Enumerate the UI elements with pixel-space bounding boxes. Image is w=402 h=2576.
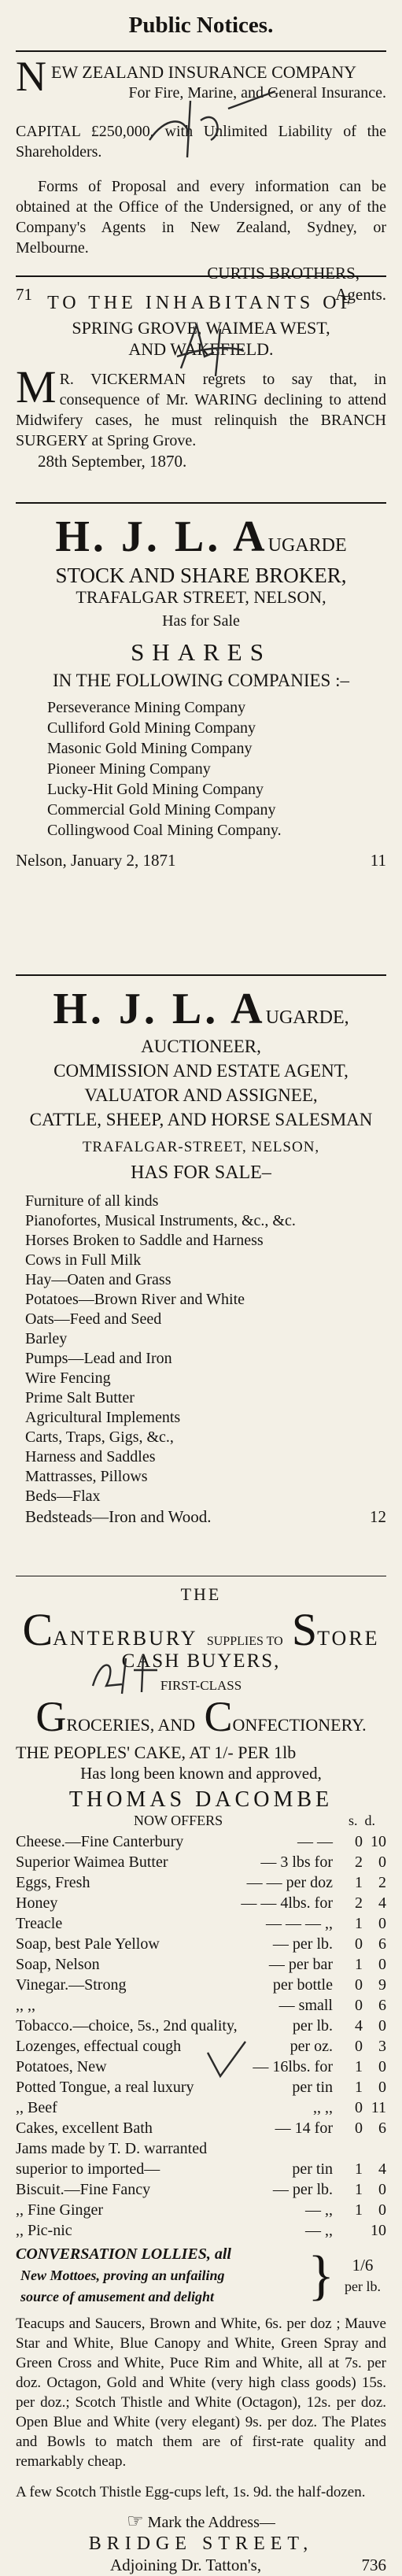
price-pence: 6	[378, 2120, 386, 2137]
broker-footer	[16, 850, 386, 871]
price-pence: 6	[378, 1935, 386, 1953]
price-unit: — ,,	[305, 2222, 333, 2239]
price-item-name: Cakes, excellent Bath	[16, 2120, 153, 2137]
sale-item: Prime Salt Butter	[25, 1389, 135, 1406]
auction-last	[16, 1506, 386, 1528]
price-pence: 2	[378, 1874, 386, 1891]
price-item-name: Jams made by T. D. warranted	[16, 2140, 208, 2157]
notice-ref: 736	[361, 2556, 386, 2574]
now-offers: NOW OFFERS	[134, 1813, 223, 1828]
price-pence: 0	[378, 2017, 386, 2035]
price-shillings: 0	[355, 1976, 363, 1994]
broker-title: STOCK AND SHARE BROKER,	[55, 564, 347, 587]
price-unit: — per lb.	[272, 1935, 333, 1953]
price-unit: per tin	[292, 2160, 333, 2178]
col-d: d.	[364, 1813, 375, 1828]
price-unit: — —	[297, 1833, 333, 1850]
price-pence: 9	[378, 1976, 386, 1994]
price-row	[16, 1954, 386, 1975]
broker-notice	[16, 512, 386, 871]
price-unit: — — — ,,	[266, 1915, 333, 1932]
lollies-line: New Mottoes, proving an unfailing	[20, 2267, 225, 2283]
price-list	[16, 1831, 386, 2241]
auctioneer-surname: UGARDE,	[265, 1007, 349, 1028]
price-row	[16, 1852, 386, 1872]
price-shillings: 1	[355, 2181, 363, 2198]
price-item-name: ,, Fine Ginger	[16, 2201, 104, 2219]
sale-item: Beds—Flax	[25, 1488, 101, 1505]
drop-cap: G	[35, 1693, 67, 1740]
sale-items	[16, 1192, 386, 1506]
auctioneer-initials: H. J. L. A	[53, 985, 266, 1033]
price-item-name: Cheese.—Fine Canterbury	[16, 1833, 184, 1850]
price-pence: 0	[378, 2181, 386, 2198]
price-pence: 4	[378, 1894, 386, 1912]
broker-has-for-sale: Has for Sale	[162, 612, 240, 630]
price-unit: — per lb.	[272, 2181, 333, 2198]
divider	[16, 502, 386, 504]
price-row	[16, 2036, 386, 2057]
price-item-name: Treacle	[16, 1915, 63, 1932]
divider	[16, 50, 386, 52]
company-item: Perseverance Mining Company	[47, 699, 246, 716]
broker-initials: H. J. L. A	[55, 512, 268, 561]
surgery-place: SPRING GROVE, WAIMEA WEST,	[72, 318, 330, 338]
store-word: ONFECTIONERY.	[232, 1715, 367, 1735]
price-unit: per lb.	[292, 2017, 333, 2035]
insurance-body: Forms of Proposal and every information can be obtained at the Office of the Undersigned, or any of the Company's Agents in New Zealand, Sydney, or Melbourne.	[16, 178, 386, 257]
price-unit: per oz.	[290, 2038, 333, 2055]
price-row	[16, 1831, 386, 1852]
price-pence: 4	[378, 2160, 386, 2178]
price-shillings	[341, 2220, 363, 2241]
teacups-text: Teacups and Saucers, Brown and White, 6s. per doz ; Mauve Star and White, Blue Canopy and White, Green Spray and Green Cross and White, Puce Rim and White, all at 7s. per doz. Octagon, Gold and White (very high class goods) 15s. per doz.; Scotch Thistle and White (Octagon), 12s. per doz. Open Blue and White (very elegant) 9s. per doz. The Plates and Bowls to match them are of first-rate quality and remarkably cheap.	[16, 2315, 386, 2470]
sale-item: Potatoes—Brown River and White	[25, 1291, 245, 1308]
auctioneer-notice	[16, 984, 386, 1528]
sale-item: Wire Fencing	[25, 1369, 111, 1387]
sale-item: Carts, Traps, Gigs, &c.,	[25, 1428, 174, 1446]
price-unit: — — per doz	[246, 1874, 333, 1891]
price-item-name: Soap, Nelson	[16, 1956, 100, 1973]
drop-cap: M	[16, 361, 57, 412]
store-the: THE	[180, 1584, 222, 1604]
notice-ref: 71	[16, 285, 32, 304]
price-pence: 0	[378, 2201, 386, 2219]
known-approved: Has long been known and approved,	[80, 1764, 322, 1783]
cash-buyers: CASH BUYERS,	[121, 1650, 281, 1672]
surgery-date: 28th September, 1870.	[38, 452, 187, 471]
price-row	[16, 2057, 386, 2077]
price-row	[16, 2220, 386, 2241]
auctioneer-titles	[16, 1034, 386, 1132]
price-pence: 10	[371, 2222, 386, 2239]
page-title: Public Notices.	[128, 13, 274, 38]
price-pence: 0	[378, 1915, 386, 1932]
lollies: CONVERSATION LOLLIES, all New Mottoes, proving an unfailing source of amusement and delight } 1/6 per lb.	[16, 2244, 386, 2308]
price-item-name: ,, Beef	[16, 2099, 57, 2116]
price-unit: — 3 lbs for	[260, 1853, 333, 1871]
groceries-line	[16, 1693, 386, 1740]
price-row	[16, 1975, 386, 1995]
mark-address	[16, 2511, 386, 2533]
store-word: ROCERIES, AND	[66, 1715, 196, 1735]
sale-item: Mattrasses, Pillows	[25, 1468, 148, 1485]
price-shillings: 4	[355, 2017, 363, 2035]
price-item-name: Potatoes, New	[16, 2058, 107, 2075]
price-row	[16, 2097, 386, 2118]
price-shillings: 1	[355, 2201, 363, 2219]
price-item-name: Lozenges, effectual cough	[16, 2038, 182, 2055]
company-list	[16, 697, 386, 841]
handwritten-mark	[142, 85, 283, 164]
handwritten-mark	[165, 313, 252, 384]
price-pence: 11	[371, 2099, 386, 2116]
price-row	[16, 1893, 386, 1913]
price-shillings: 0	[355, 2099, 363, 2116]
peoples-cake: THE PEOPLES' CAKE, AT 1/- PER 1lb	[16, 1743, 297, 1762]
sale-item: Bedsteads—Iron and Wood.	[25, 1507, 212, 1526]
agent-role: Agents.	[335, 285, 386, 304]
sale-item: Oats—Feed and Seed	[25, 1310, 162, 1328]
handwritten-tick	[203, 2037, 250, 2084]
price-shillings: 0	[355, 1997, 363, 2014]
surgery-text: R. VICKERMAN regrets to say that, in consequence of Mr. WARING declining to attend Midwifery cases, he must relinquish the BRANCH SURGERY at Spring Grove.	[16, 371, 386, 449]
company-name: EW ZEALAND INSURANCE COMPANY	[51, 62, 357, 82]
price-item-name: Honey	[16, 1894, 58, 1912]
lollies-line: source of amusement and delight	[20, 2289, 215, 2304]
sale-item: Agricultural Implements	[25, 1409, 181, 1426]
auctioneer-address: TRAFALGAR-STREET, NELSON,	[82, 1139, 320, 1155]
price-pence: 10	[371, 1833, 386, 1850]
store-word: ANTERBURY	[53, 1627, 198, 1650]
store-supplies: SUPPLIES TO	[206, 1635, 283, 1648]
price-shillings: 1	[355, 1956, 363, 1973]
divider	[16, 974, 386, 976]
price-item-name: Vinegar.—Strong	[16, 1976, 127, 1994]
lollies-price: 1/6	[352, 2255, 374, 2275]
price-shillings: 0	[355, 2120, 363, 2137]
broker-date: Nelson, January 2, 1871	[16, 851, 176, 870]
hand-pointer-icon: ☞	[127, 2511, 144, 2532]
price-unit: — 14 for	[275, 2120, 333, 2137]
price-item-name: Soap, best Pale Yellow	[16, 1935, 160, 1953]
broker-following: IN THE FOLLOWING COMPANIES :–	[53, 671, 349, 690]
company-item: Pioneer Mining Company	[47, 760, 211, 778]
sale-item: Pumps—Lead and Iron	[25, 1350, 172, 1367]
surgery-and-line: AND WAKEFIELD.	[128, 339, 274, 359]
price-unit: — 16lbs. for	[253, 2058, 333, 2075]
price-shillings: 0	[355, 1833, 363, 1850]
price-shillings: 1	[355, 2058, 363, 2075]
price-unit: per tin	[292, 2079, 333, 2096]
price-pence: 0	[378, 1956, 386, 1973]
price-unit: — — 4lbs. for	[241, 1894, 333, 1912]
price-shillings: 1	[355, 2160, 363, 2178]
sale-item: Horses Broken to Saddle and Harness	[25, 1232, 264, 1249]
price-pence: 6	[378, 1997, 386, 2014]
price-item-name: ,, ,,	[16, 1997, 35, 2014]
price-shillings: 1	[355, 1915, 363, 1932]
broker-name	[16, 512, 386, 562]
surgery-to-line: TO THE INHABITANTS OF	[47, 293, 355, 313]
price-item-name: Superior Waimea Butter	[16, 1853, 168, 1871]
first-class: FIRST-CLASS	[160, 1678, 242, 1693]
proprietor: THOMAS DACOMBE	[68, 1787, 334, 1812]
store-word: TORE	[317, 1627, 380, 1650]
auctioneer-title: COMMISSION AND ESTATE AGENT,	[53, 1061, 349, 1081]
mark-address-text: Mark the Address—	[147, 2514, 275, 2531]
price-row	[16, 2138, 386, 2159]
price-unit: — ,,	[305, 2201, 333, 2219]
price-row	[16, 2179, 386, 2200]
price-header	[16, 1810, 386, 1831]
price-shillings: 2	[355, 1894, 363, 1912]
price-item-name: Tobacco.—choice, 5s., 2nd quality,	[16, 2017, 238, 2035]
company-item: Collingwood Coal Mining Company.	[47, 822, 282, 839]
company-item: Lucky-Hit Gold Mining Company	[47, 781, 264, 798]
handwritten-mark	[87, 1646, 173, 1702]
sale-item: Pianofortes, Musical Instruments, &c., &c.	[25, 1212, 296, 1229]
col-s: s.	[348, 1813, 358, 1828]
lollies-title: CONVERSATION LOLLIES, all	[16, 2245, 231, 2263]
sale-item: Harness and Saddles	[25, 1448, 156, 1465]
price-row	[16, 2077, 386, 2097]
price-shillings: 0	[355, 2038, 363, 2055]
broker-shares: SHARES	[131, 638, 271, 666]
notice-ref: 12	[370, 1507, 386, 1526]
auctioneer-title: VALUATOR AND ASSIGNEE,	[84, 1085, 318, 1105]
auctioneer-title: AUCTIONEER,	[141, 1037, 261, 1056]
price-shillings: 1	[355, 2079, 363, 2096]
price-row	[16, 1872, 386, 1893]
price-shillings: 2	[355, 1853, 363, 1871]
company-item: Masonic Gold Mining Company	[47, 740, 253, 757]
broker-surname: UGARDE	[267, 535, 347, 556]
auctioneer-title: CATTLE, SHEEP, AND HORSE SALESMAN	[29, 1110, 373, 1129]
price-unit: — per bar	[268, 1956, 333, 1973]
sale-item: Barley	[25, 1330, 68, 1347]
price-item-name: superior to imported—	[16, 2160, 160, 2178]
price-unit	[190, 2138, 341, 2159]
price-unit: ,, ,,	[313, 2099, 333, 2116]
price-pence: 0	[378, 2079, 386, 2096]
price-row	[16, 2016, 386, 2036]
insurance-capital: CAPITAL £250,000, with Unlimited Liability of the Shareholders.	[16, 123, 386, 161]
company-item: Culliford Gold Mining Company	[47, 719, 256, 737]
price-row	[16, 2118, 386, 2138]
price-row	[16, 1913, 386, 1934]
street: BRIDGE STREET,	[88, 2533, 314, 2554]
drop-cap: C	[22, 1604, 53, 1655]
insurance-subtitle: For Fire, Marine, and General Insurance.	[128, 84, 386, 102]
drop-cap: C	[204, 1693, 233, 1740]
divider	[16, 275, 386, 277]
price-pence: 3	[378, 2038, 386, 2055]
store-footer	[16, 2555, 386, 2576]
store-notice	[16, 1584, 386, 2576]
company-item: Commercial Gold Mining Company	[47, 801, 276, 819]
price-shillings	[341, 2138, 363, 2159]
price-pence: 0	[378, 2058, 386, 2075]
price-shillings: 1	[355, 1874, 363, 1891]
price-pence	[363, 2138, 386, 2159]
price-unit: per bottle	[272, 1976, 333, 1994]
eggcups-text: A few Scotch Thistle Egg-cups left, 1s. 9d. the half-dozen.	[16, 2484, 366, 2500]
adjoining: Adjoining Dr. Tatton's,	[110, 2556, 262, 2574]
price-row	[16, 2159, 386, 2179]
price-row	[16, 1995, 386, 2016]
insurance-agent: CURTIS BROTHERS,	[207, 264, 360, 283]
auctioneer-has-for-sale: HAS FOR SALE–	[131, 1162, 271, 1183]
price-item-name: Eggs, Fresh	[16, 1874, 90, 1891]
price-item-name: Potted Tongue, a real luxury	[16, 2079, 194, 2096]
drop-cap: S	[291, 1604, 318, 1655]
price-shillings: 0	[355, 1935, 363, 1953]
store-name	[16, 1604, 386, 1655]
sale-item: Hay—Oaten and Grass	[25, 1271, 171, 1288]
drop-cap: N	[16, 53, 46, 100]
price-unit: — small	[278, 1997, 333, 2014]
price-item-name: Biscuit.—Fine Fancy	[16, 2181, 151, 2198]
price-row	[16, 2200, 386, 2220]
notice-ref: 11	[370, 851, 386, 870]
price-row	[16, 1934, 386, 1954]
auctioneer-name	[16, 984, 386, 1034]
sale-item: Furniture of all kinds	[25, 1192, 159, 1210]
price-pence: 0	[378, 1853, 386, 1871]
sale-item: Cows in Full Milk	[25, 1251, 142, 1269]
price-item-name: ,, Pic-nic	[16, 2222, 72, 2239]
lollies-per: per lb.	[345, 2278, 381, 2294]
broker-address: TRAFALGAR STREET, NELSON,	[76, 587, 326, 607]
